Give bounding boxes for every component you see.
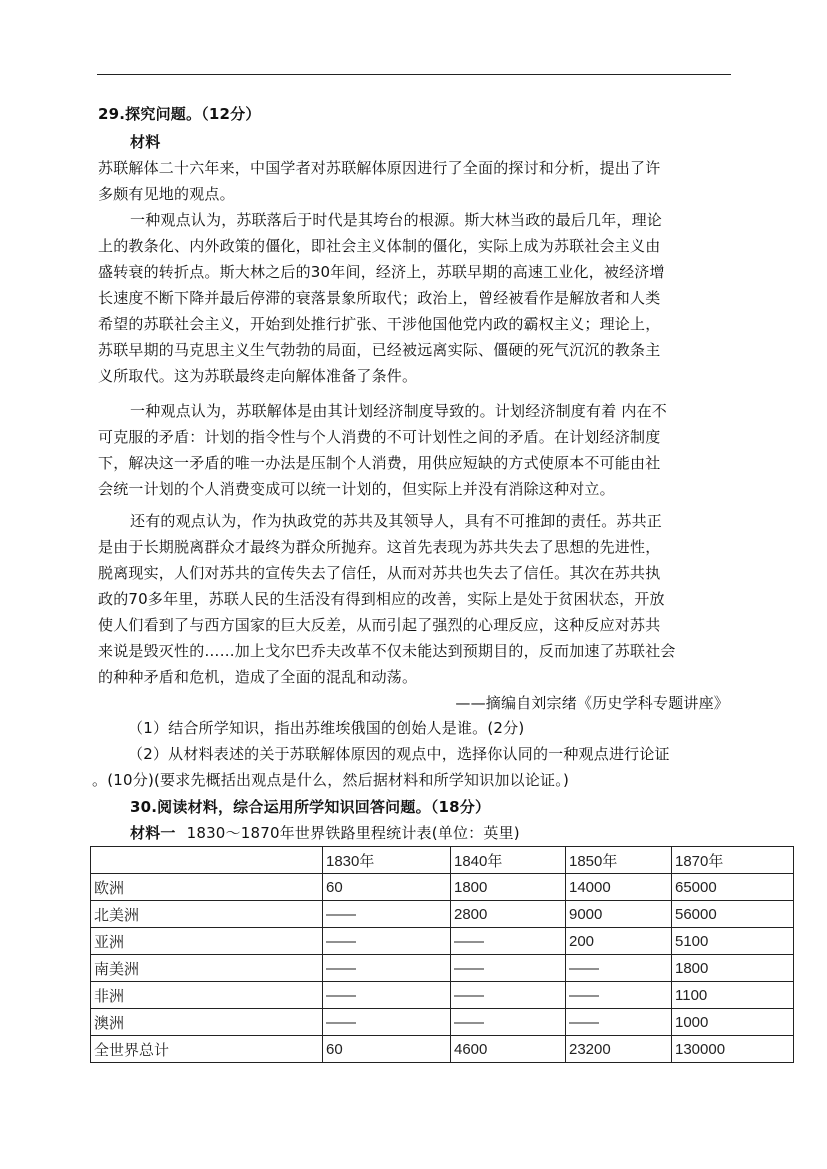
table-header-cell	[91, 847, 323, 874]
q29-view2-line: 一种观点认为，苏联解体是由其计划经济制度导致的。计划经济制度有着 内在不	[130, 402, 667, 420]
table-cell: 23200	[566, 1036, 672, 1063]
table-cell: 5100	[672, 928, 794, 955]
q29-view3-line: 脱离现实，人们对苏共的宣传失去了信任，从而对苏共也失去了信任。其次在苏共执	[98, 564, 661, 582]
table-row	[91, 982, 794, 1009]
q29-intro-line: 多颇有见地的观点。	[98, 185, 235, 203]
q29-intro-line: 苏联解体二十六年来，中国学者对苏联解体原因进行了全面的探讨和分析，提出了许	[98, 159, 661, 177]
table-cell: 2800	[451, 901, 566, 928]
table-row	[91, 874, 794, 901]
q29-heading: 29.探究问题。（12分）	[98, 105, 261, 123]
table-cell: 130000	[672, 1036, 794, 1063]
table-row-total	[91, 1036, 794, 1063]
q29-view3-line: 是由于长期脱离群众才最终为群众所抛弃。这首先表现为苏共失去了思想的先进性，	[98, 538, 661, 556]
q29-view3-line: 来说是毁灭性的……加上戈尔巴乔夫改革不仅未能达到预期目的，反而加速了苏联社会	[98, 642, 676, 660]
q30-heading: 30.阅读材料，综合运用所学知识回答问题。（18分）	[130, 798, 491, 816]
table-cell: 非洲	[91, 982, 323, 1009]
table-cell: ——	[323, 982, 451, 1009]
table-cell: ——	[451, 982, 566, 1009]
q29-source: ——摘编自刘宗绪《历史学科专题讲座》	[455, 694, 729, 712]
table-cell: 60	[323, 874, 451, 901]
table-header-row	[91, 847, 794, 874]
table-cell: 200	[566, 928, 672, 955]
q29-material-label: 材料	[130, 133, 161, 151]
table-cell: ——	[451, 955, 566, 982]
q29-view1-line: 长速度不断下降并最后停滞的衰落景象所取代；政治上，曾经被看作是解放者和人类	[98, 289, 661, 307]
table-cell: 全世界总计	[91, 1036, 323, 1063]
table-header-cell: 1830年	[323, 847, 451, 874]
q29-view2-line: 下，解决这一矛盾的唯一办法是压制个人消费，用供应短缺的方式使原本不可能由社	[98, 454, 661, 472]
table-row	[91, 901, 794, 928]
table-cell: 北美洲	[91, 901, 323, 928]
table-row	[91, 955, 794, 982]
table-cell: ——	[566, 955, 672, 982]
table-cell: ——	[323, 901, 451, 928]
q29-view3-line: 使人们看到了与西方国家的巨大反差，从而引起了强烈的心理反应，这种反应对苏共	[98, 616, 661, 634]
q29-view3-line: 还有的观点认为，作为执政党的苏共及其领导人，具有不可推卸的责任。苏共正	[130, 512, 663, 530]
table-cell: 60	[323, 1036, 451, 1063]
table-cell: 1800	[451, 874, 566, 901]
table-cell: 亚洲	[91, 928, 323, 955]
q29-view2-line: 会统一计划的个人消费变成可以统一计划的，但实际上并没有消除这种对立。	[98, 480, 615, 498]
table-cell: ——	[566, 982, 672, 1009]
table-cell: 1800	[672, 955, 794, 982]
table-cell: 9000	[566, 901, 672, 928]
q29-view1-line: 盛转衰的转折点。斯大林之后的30年间，经济上，苏联早期的高速工业化，被经济增	[98, 263, 665, 281]
table-cell: ——	[323, 955, 451, 982]
table-row	[91, 928, 794, 955]
table-cell: ——	[451, 928, 566, 955]
table-cell: 南美洲	[91, 955, 323, 982]
q30-caption-text: 1830～1870年世界铁路里程统计表(单位：英里)	[186, 824, 520, 842]
q29-view1-line: 义所取代。这为苏联最终走向解体准备了条件。	[98, 367, 418, 385]
q29-view3-line: 政的70多年里，苏联人民的生活没有得到相应的改善，实际上是处于贫困状态，开放	[98, 590, 665, 608]
table-cell: ——	[323, 1009, 451, 1036]
table-cell: 14000	[566, 874, 672, 901]
q29-view1-line: 希望的苏联社会主义，开始到处推行扩张、干涉他国他党内政的霸权主义；理论上，	[98, 315, 661, 333]
header-rule	[97, 74, 731, 75]
table-cell: 56000	[672, 901, 794, 928]
railway-mileage-table	[90, 846, 794, 1063]
table-header-cell: 1870年	[672, 847, 794, 874]
q29-view1-line: 苏联早期的马克思主义生气勃勃的局面，已经被远离实际、僵硬的死气沉沉的教条主	[98, 341, 661, 359]
table-cell: ——	[566, 1009, 672, 1036]
table-cell: 65000	[672, 874, 794, 901]
q29-view3-line: 的种种矛盾和危机，造成了全面的混乱和动荡。	[98, 668, 418, 686]
table-cell: 1100	[672, 982, 794, 1009]
q30-table-caption	[130, 823, 520, 843]
q29-view1-line: 一种观点认为，苏联落后于时代是其垮台的根源。斯大林当政的最后几年，理论	[130, 211, 663, 229]
table-cell: 澳洲	[91, 1009, 323, 1036]
q29-view2-line: 可克服的矛盾：计划的指令性与个人消费的不可计划性之间的矛盾。在计划经济制度	[98, 428, 661, 446]
table-cell: ——	[323, 928, 451, 955]
table-cell: ——	[451, 1009, 566, 1036]
q29-question-2: （2）从材料表述的关于苏联解体原因的观点中，选择你认同的一种观点进行论证	[128, 745, 670, 763]
table-cell: 1000	[672, 1009, 794, 1036]
table-header-cell: 1850年	[566, 847, 672, 874]
table-cell: 欧洲	[91, 874, 323, 901]
q30-material-label: 材料一	[130, 824, 176, 842]
table-header-cell: 1840年	[451, 847, 566, 874]
table-cell: 4600	[451, 1036, 566, 1063]
q29-question-1: （1）结合所学知识，指出苏维埃俄国的创始人是谁。(2分)	[128, 719, 525, 737]
table-row	[91, 1009, 794, 1036]
q29-question-2-cont: 。(10分)(要求先概括出观点是什么，然后据材料和所学知识加以论证。)	[92, 771, 569, 789]
q29-view1-line: 上的教条化、内外政策的僵化，即社会主义体制的僵化，实际上成为苏联社会主义由	[98, 237, 661, 255]
